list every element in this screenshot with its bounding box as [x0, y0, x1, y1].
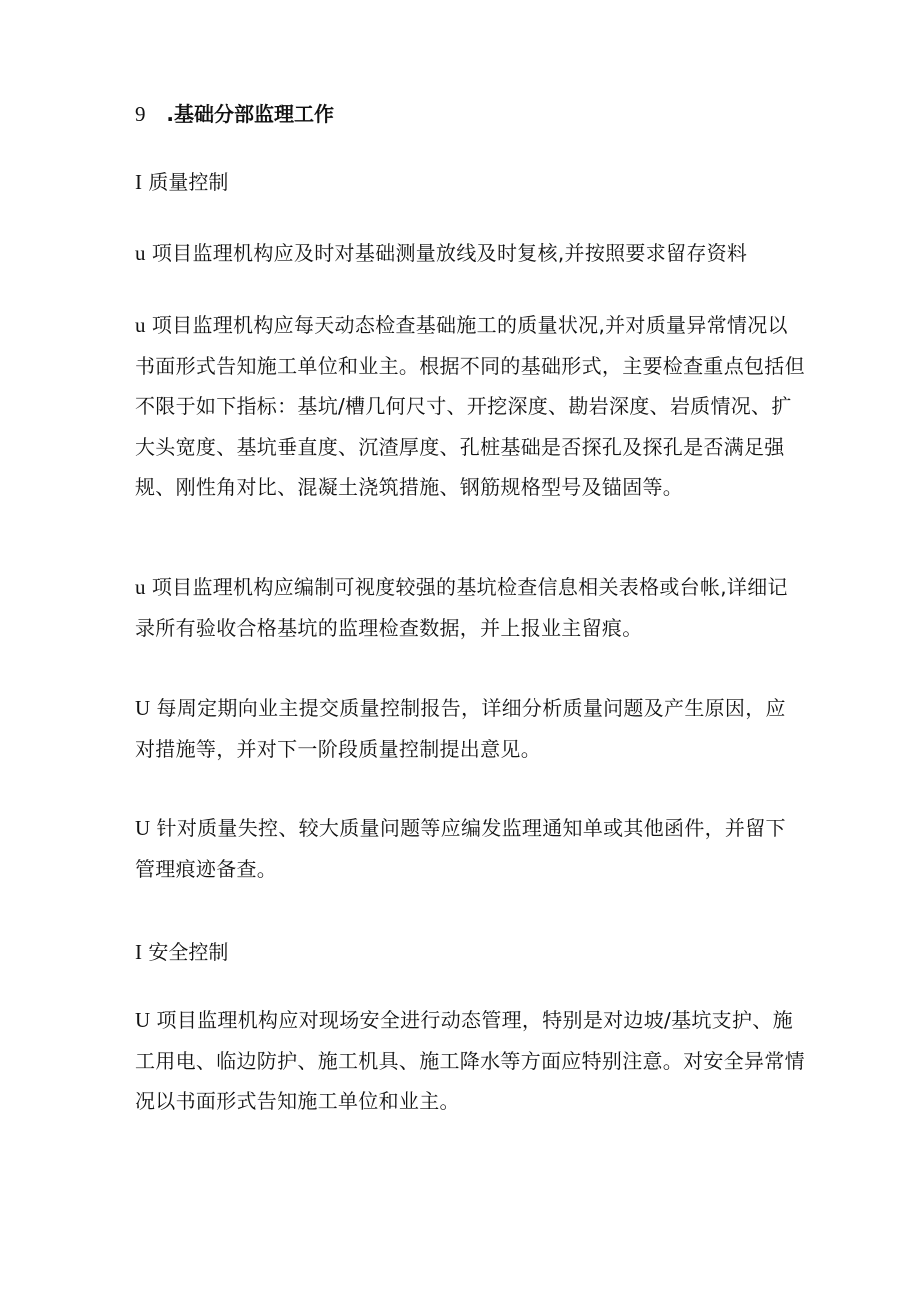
quality-paragraph-2: [135, 305, 805, 508]
bullet-marker: U: [135, 696, 151, 720]
quality-paragraph-3: [135, 567, 805, 648]
quality-paragraph-4: [135, 688, 805, 769]
section-heading: [135, 98, 805, 130]
paragraph-text: 项目监理机构应及时对基础测量放线及时复核,并按照要求留存资料: [151, 241, 748, 265]
subsection-title: 质量控制: [148, 170, 229, 194]
quality-paragraph-5: [135, 808, 805, 889]
section-title: .基础分部监理工作: [166, 102, 335, 126]
bullet-marker: u: [135, 313, 146, 337]
bullet-marker: U: [135, 1008, 151, 1032]
safety-paragraph-1: [135, 1000, 805, 1122]
section-number: 9: [135, 102, 146, 126]
paragraph-text: 项目监理机构应编制可视度较强的基坑检查信息相关表格或台帐,详细记录所有验收合格基坑的监理检查数据，并上报业主留痕。: [135, 575, 788, 640]
subsection-title: 安全控制: [148, 940, 229, 964]
paragraph-text: 针对质量失控、较大质量问题等应编发监理通知单或其他函件，并留下管理痕迹备查。: [135, 816, 786, 881]
quality-paragraph-1: [135, 233, 805, 274]
bullet-marker: u: [135, 241, 146, 265]
bullet-marker: U: [135, 816, 151, 840]
subsection-heading-safety: [135, 936, 805, 968]
subsection-heading-quality: [135, 166, 805, 198]
paragraph-text: 项目监理机构应对现场安全进行动态管理，特别是对边坡/基坑支护、施工用电、临边防护、施工机具、施工降水等方面应特别注意。对安全异常情况以书面形式告知施工单位和业主。: [135, 1008, 805, 1113]
paragraph-text: 项目监理机构应每天动态检查基础施工的质量状况,并对质量异常情况以书面形式告知施工单位和业主。根据不同的基础形式，主要检查重点包括但不限于如下指标：基坑/槽几何尺寸、开挖深度、勘岩深度、岩质情况、扩大头宽度、基坑垂直度、沉渣厚度、孔桩基础是否探孔及探孔是否满足强规、刚性角对比、混凝土浇筑措施、钢筋规格型号及锚固等。: [135, 313, 805, 499]
bullet-marker: u: [135, 575, 146, 599]
paragraph-text: 每周定期向业主提交质量控制报告，详细分析质量问题及产生原因，应对措施等，并对下一阶段质量控制提出意见。: [135, 696, 786, 761]
subsection-marker: I: [135, 170, 142, 194]
subsection-marker: I: [135, 940, 142, 964]
